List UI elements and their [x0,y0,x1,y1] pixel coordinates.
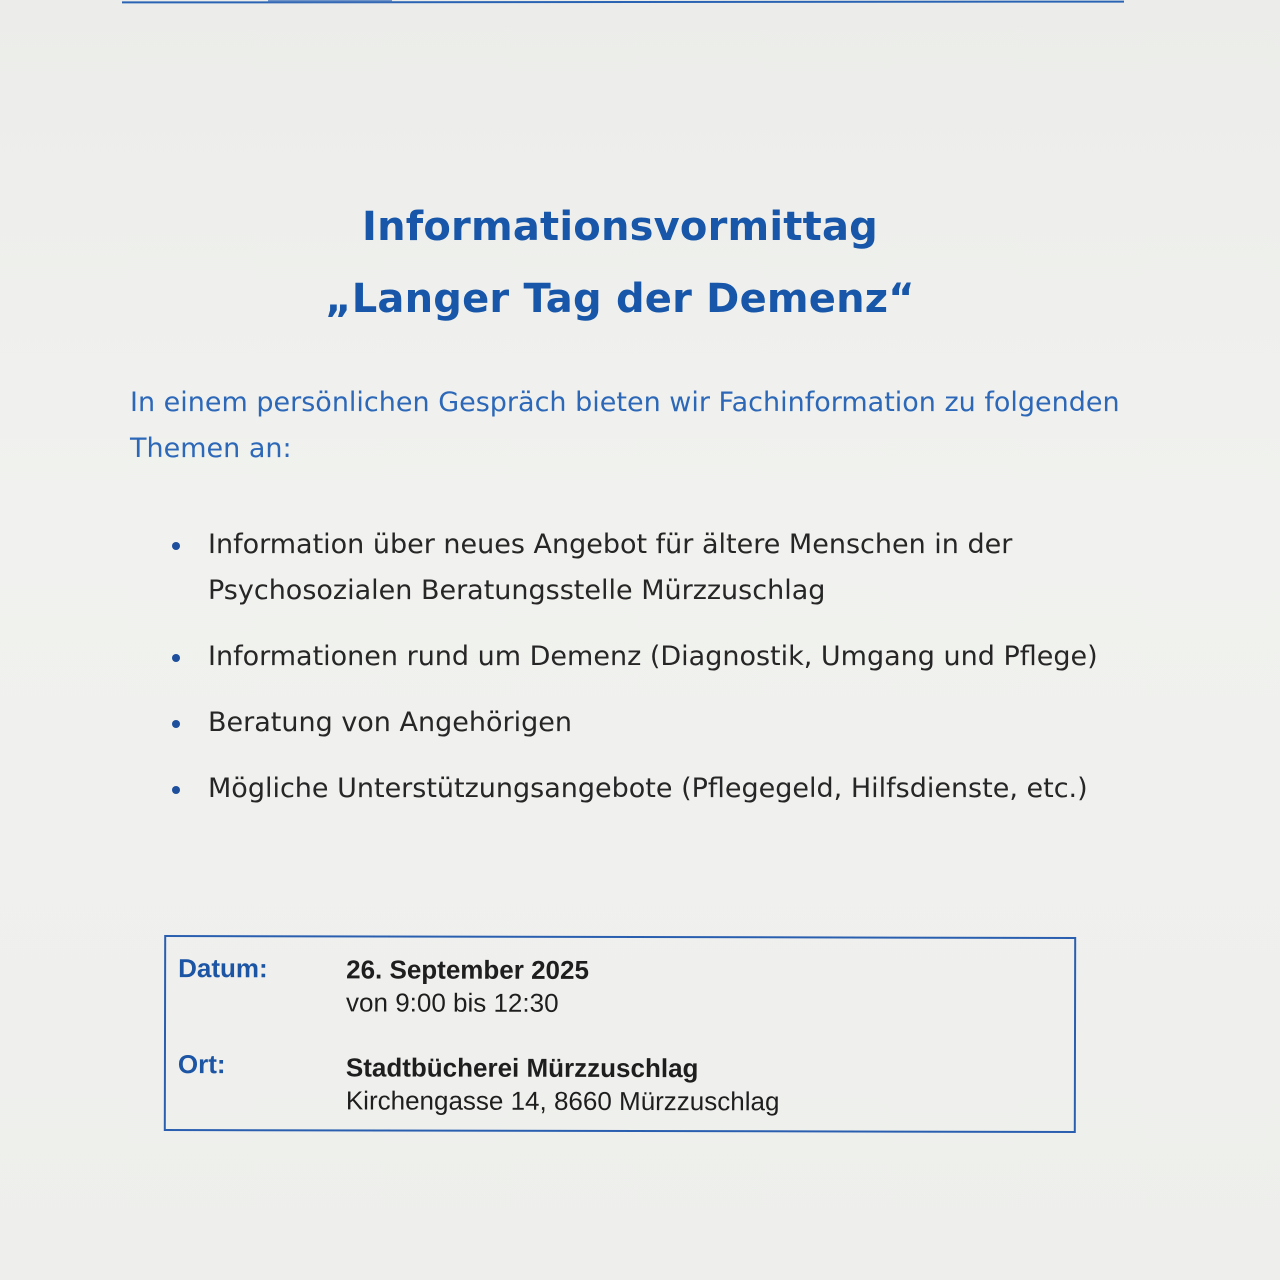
list-item [168,700,1128,746]
topic-text: Beratung von Angehörigen [208,707,572,738]
intro-paragraph: In einem persönlichen Gespräch bieten wir Fachinformation zu folgenden Themen an: [130,387,1120,464]
bullet-icon [172,786,180,794]
document-title: Informationsvormittag [362,204,878,250]
topic-list [168,522,1128,812]
topic-text: Mögliche Unterstützungsangebote (Pflegegeld, Hilfsdienste, etc.) [208,773,1088,804]
bullet-icon [172,720,180,728]
time-value: von 9:00 bis 12:30 [346,987,559,1018]
list-item [168,522,1128,614]
date-block [346,953,589,1020]
topic-text: Information über neues Angebot für ältere Menschen in der Psychosozialen Beratungsstelle Mürzzuschlag [208,529,1013,606]
bullet-icon [172,542,180,550]
address-value: Kirchengasse 14, 8660 Mürzzuschlag [345,1085,780,1117]
topic-text: Informationen rund um Demenz (Diagnostik, Umgang und Pflege) [208,641,1098,672]
date-label: Datum: [178,953,268,984]
event-details-box [164,935,1076,1133]
date-value: 26. September 2025 [346,954,589,985]
document-subtitle: „Langer Tag der Demenz“ [325,276,915,322]
place-label: Ort: [177,1049,226,1080]
header-rule-accent [268,0,392,3]
bullet-icon [172,654,180,662]
place-block [346,1051,780,1118]
list-item [168,766,1128,812]
list-item [168,634,1128,680]
place-value: Stadtbücherei Mürzzuschlag [345,1052,699,1084]
